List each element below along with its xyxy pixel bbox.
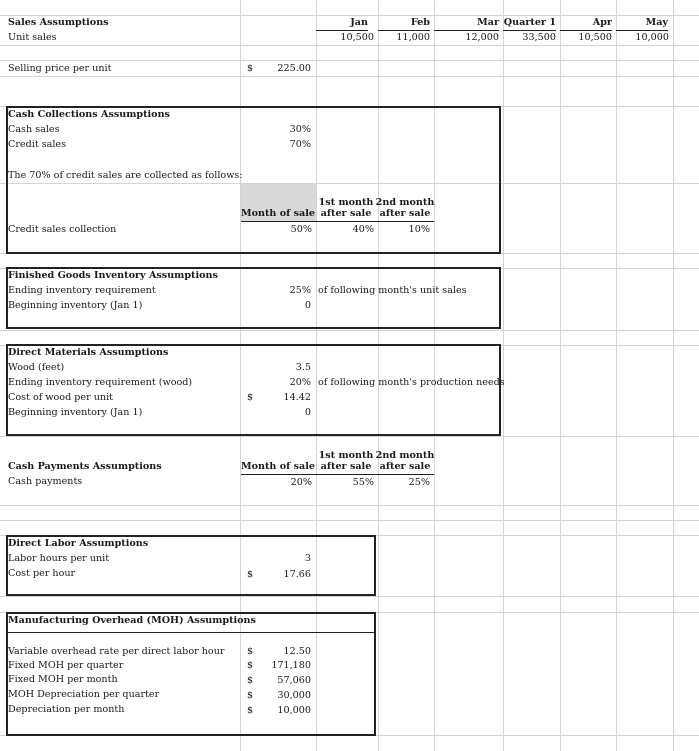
unit-sales-mar: 12,000: [465, 32, 499, 43]
dm-cost-label: Cost of wood per unit: [8, 392, 114, 403]
payments-header-month: Month of sale: [241, 461, 315, 472]
unit-sales-feb: 11,000: [396, 32, 430, 43]
month-header-jan: Jan: [316, 16, 368, 31]
collections-header-month: Month of sale: [241, 208, 315, 219]
fg-ending-value: 25%: [289, 285, 311, 296]
moh-title-divider: [6, 632, 376, 633]
dl-cost-label: Cost per hour: [8, 568, 76, 579]
dm-cost-value: 14.42: [283, 392, 311, 403]
fg-ending-label: Ending inventory requirement: [8, 285, 156, 296]
grid-row-line: [0, 330, 699, 331]
moh-row-value: 171,180: [271, 660, 311, 671]
dm-wood-label: Wood (feet): [8, 362, 65, 373]
month-header-quarter1: Quarter 1: [503, 16, 556, 31]
moh-title: Manufacturing Overhead (MOH) Assumptions: [8, 615, 256, 626]
payments-header-first-top: 1st month: [318, 450, 374, 461]
grid-row-line: [0, 505, 699, 506]
moh-row-currency: $: [247, 660, 254, 671]
month-header-mar: Mar: [434, 16, 499, 31]
cash-payments-title: Cash Payments Assumptions: [8, 461, 162, 472]
grid-column-line: [560, 0, 561, 751]
moh-row-label: Fixed MOH per quarter: [8, 660, 124, 671]
direct-labor-title: Direct Labor Assumptions: [8, 538, 149, 549]
dm-ending-value: 20%: [289, 377, 311, 388]
payments-first-month: 55%: [352, 477, 374, 488]
grid-row-line: [0, 596, 699, 597]
grid-row-line: [0, 436, 699, 437]
unit-sales-apr: 10,500: [578, 32, 612, 43]
fg-beginning-value: 0: [304, 300, 311, 311]
grid-column-line: [616, 0, 617, 751]
payments-header-second-top: 2nd month: [375, 450, 435, 461]
grid-row-line: [0, 60, 699, 61]
moh-row-currency: $: [247, 675, 254, 686]
moh-row-currency: $: [247, 690, 254, 701]
dl-hours-value: 3: [304, 553, 311, 564]
unit-sales-jan: 10,500: [340, 32, 374, 43]
month-header-may: May: [616, 16, 668, 31]
dm-beginning-value: 0: [304, 407, 311, 418]
credit-collection-label: Credit sales collection: [8, 224, 117, 235]
moh-row-currency: $: [247, 646, 254, 657]
collections-header-second-bottom: after sale: [379, 208, 431, 219]
unit-sales-quarter1: 33,500: [522, 32, 556, 43]
dm-wood-value: 3.5: [295, 362, 311, 373]
credit-sales-label: Credit sales: [8, 139, 67, 150]
credit-sales-value: 70%: [289, 139, 311, 150]
month-header-feb: Feb: [378, 16, 430, 31]
payments-second-month: 25%: [408, 477, 430, 488]
dl-cost-currency: $: [247, 569, 254, 580]
sales-title: Sales Assumptions: [8, 17, 109, 28]
moh-row-value: 57,060: [277, 675, 311, 686]
unit-sales-may: 10,000: [635, 32, 669, 43]
dl-cost-value: 17.66: [283, 569, 311, 580]
payments-header-second-bottom: after sale: [379, 461, 431, 472]
moh-row-value: 10,000: [277, 705, 311, 716]
moh-row-label: Depreciation per month: [8, 704, 125, 715]
cash-sales-value: 30%: [289, 124, 311, 135]
collection-first-month: 40%: [352, 224, 374, 235]
collections-header-second-top: 2nd month: [375, 197, 435, 208]
grid-row-line: [0, 76, 699, 77]
cash-sales-label: Cash sales: [8, 124, 60, 135]
price-label: Selling price per unit: [8, 63, 112, 74]
collections-header-underline: [241, 221, 434, 222]
moh-row-currency: $: [247, 705, 254, 716]
month-header-apr: Apr: [560, 16, 612, 31]
collection-second-month: 10%: [408, 224, 430, 235]
fg-beginning-label: Beginning inventory (Jan 1): [8, 300, 143, 311]
price-value: 225.00: [277, 63, 311, 74]
grid-row-line: [0, 45, 699, 46]
dm-ending-note: of following month's production needs: [318, 377, 505, 388]
grid-row-line: [0, 520, 699, 521]
cash-collections-title: Cash Collections Assumptions: [8, 109, 170, 120]
payments-month-of-sale: 20%: [290, 477, 312, 488]
price-currency: $: [247, 63, 254, 74]
credit-collections-note: The 70% of credit sales are collected as follows:: [8, 170, 243, 181]
collections-header-first-top: 1st month: [318, 197, 374, 208]
unit-sales-label: Unit sales: [8, 32, 57, 43]
payments-header-underline: [241, 474, 434, 475]
grid-column-line: [673, 0, 674, 751]
moh-row-value: 12.50: [283, 646, 311, 657]
collection-month-of-sale: 50%: [290, 224, 312, 235]
moh-row-label: Variable overhead rate per direct labor hour: [8, 646, 225, 657]
moh-row-label: Fixed MOH per month: [8, 674, 118, 685]
finished-goods-title: Finished Goods Inventory Assumptions: [8, 270, 218, 281]
dm-ending-label: Ending inventory requirement (wood): [8, 377, 193, 388]
fg-ending-note: of following month's unit sales: [318, 285, 467, 296]
dl-hours-label: Labor hours per unit: [8, 553, 110, 564]
payments-header-first-bottom: after sale: [320, 461, 372, 472]
moh-row-label: MOH Depreciation per quarter: [8, 689, 160, 700]
collections-header-first-bottom: after sale: [320, 208, 372, 219]
direct-materials-title: Direct Materials Assumptions: [8, 347, 169, 358]
cash-payments-label: Cash payments: [8, 476, 83, 487]
dm-beginning-label: Beginning inventory (Jan 1): [8, 407, 143, 418]
dm-cost-currency: $: [247, 392, 254, 403]
moh-row-value: 30,000: [277, 690, 311, 701]
